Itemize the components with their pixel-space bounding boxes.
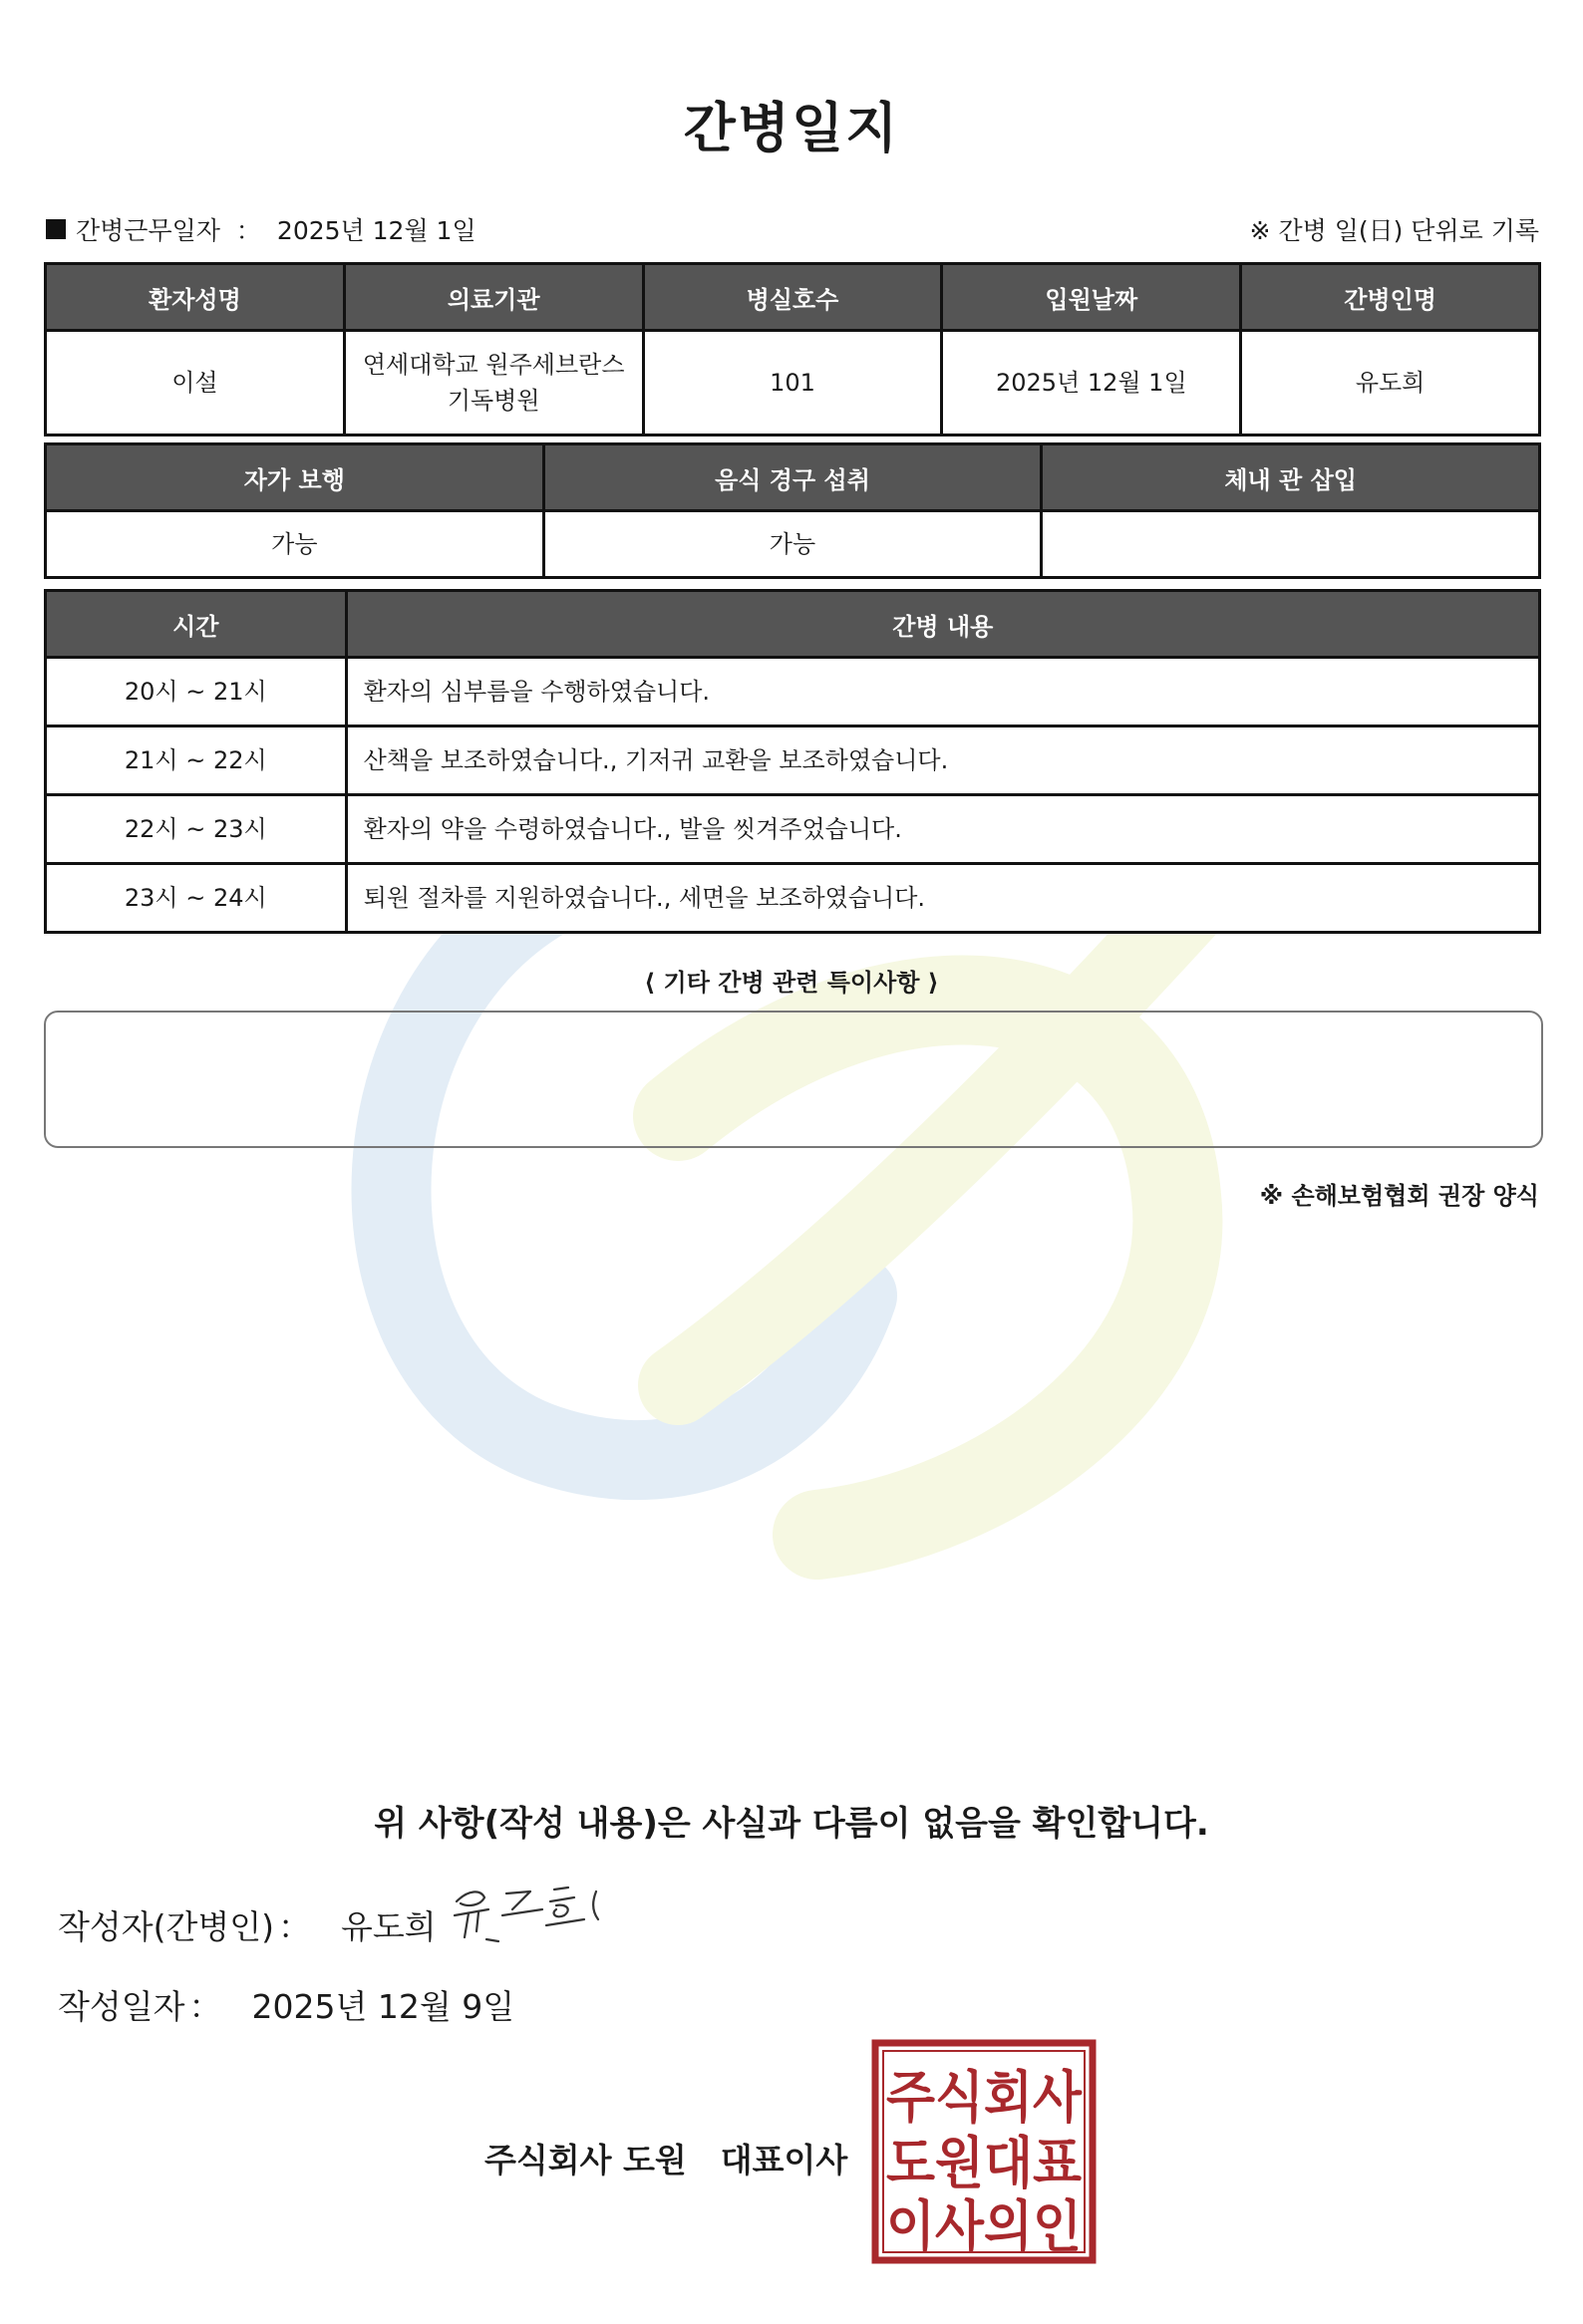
company-name: 주식회사 도원	[484, 2141, 687, 2179]
work-date	[46, 211, 476, 247]
write-date-value: 2025년 12월 9일	[251, 1987, 515, 2026]
header-oral-intake: 음식 경구 섭취	[545, 445, 1041, 509]
care-content: 산책을 보조하였습니다., 기저귀 교환을 보조하였습니다.	[348, 727, 1538, 793]
care-content: 퇴원 절차를 지원하였습니다., 세면을 보조하였습니다.	[348, 865, 1538, 931]
table-row	[47, 332, 1538, 434]
write-date-colon: ：	[188, 1987, 222, 2026]
table-header-row	[47, 265, 1538, 329]
work-date-label: 간병근무일자	[76, 216, 220, 245]
writer-row	[58, 1901, 437, 1948]
writer-label: 작성자(간병인)	[58, 1907, 275, 1946]
header-care-content: 간병 내용	[348, 592, 1538, 656]
room-number: 101	[645, 332, 941, 434]
unit-note: ※ 간병 일(日) 단위로 기록	[1249, 216, 1539, 245]
patient-info-table	[44, 262, 1541, 436]
company-signature-line	[484, 2135, 847, 2181]
care-time: 23시 ~ 24시	[47, 865, 345, 931]
caregiver-name: 유도희	[1242, 332, 1538, 434]
header-caregiver-name: 간병인명	[1242, 265, 1538, 329]
patient-name: 이설	[47, 332, 343, 434]
header-hospital: 의료기관	[346, 265, 642, 329]
care-content: 환자의 심부름을 수행하였습니다.	[348, 659, 1538, 725]
header-admission-date: 입원날짜	[943, 265, 1239, 329]
seal-line-1: 주식회사	[886, 2066, 1083, 2131]
write-date-row	[58, 1981, 514, 2028]
confirmation-statement: 위 사항(작성 내용)은 사실과 다름이 없음을 확인합니다.	[374, 1804, 1209, 1844]
header-self-walking: 자가 보행	[47, 445, 542, 509]
work-date-value: 2025년 12월 1일	[276, 216, 476, 245]
care-time: 22시 ~ 23시	[47, 796, 345, 862]
admission-date: 2025년 12월 1일	[943, 332, 1239, 434]
writer-colon: ：	[278, 1907, 312, 1946]
care-time: 20시 ~ 21시	[47, 659, 345, 725]
special-notes-title: ⟨ 기타 간병 관련 특이사항 ⟩	[644, 969, 939, 997]
care-log-table	[44, 589, 1541, 934]
header-tube-insertion: 체내 관 삽입	[1043, 445, 1538, 509]
document-title: 간병일지	[683, 97, 900, 159]
write-date-label: 작성일자	[58, 1987, 185, 2026]
company-seal	[871, 2039, 1097, 2264]
self-walking-value: 가능	[47, 512, 542, 576]
handwritten-signature	[447, 1880, 616, 1949]
writer-name: 유도희	[341, 1907, 437, 1946]
seal-line-3: 이사의인	[886, 2195, 1082, 2260]
header-time: 시간	[47, 592, 345, 656]
table-row	[47, 727, 1538, 793]
square-bullet-icon	[46, 219, 66, 239]
table-row	[47, 512, 1538, 576]
tube-insertion-value	[1043, 512, 1538, 576]
table-header-row	[47, 445, 1538, 509]
header-room-number: 병실호수	[645, 265, 941, 329]
seal-line-2: 도원대표	[886, 2132, 1082, 2196]
care-time: 21시 ~ 22시	[47, 727, 345, 793]
special-notes-box	[44, 1011, 1543, 1148]
hospital-name: 연세대학교 원주세브란스 기독병원	[346, 332, 642, 434]
recommend-note: ※ 손해보험협회 권장 양식	[1259, 1182, 1539, 1210]
table-row	[47, 796, 1538, 862]
table-header-row	[47, 592, 1538, 656]
company-title: 대표이사	[720, 2141, 848, 2179]
work-date-colon: ：	[235, 216, 261, 245]
oral-intake-value: 가능	[545, 512, 1041, 576]
table-row	[47, 865, 1538, 931]
patient-status-table	[44, 442, 1541, 579]
care-content: 환자의 약을 수령하였습니다., 발을 씻겨주었습니다.	[348, 796, 1538, 862]
table-row	[47, 659, 1538, 725]
header-patient-name: 환자성명	[47, 265, 343, 329]
